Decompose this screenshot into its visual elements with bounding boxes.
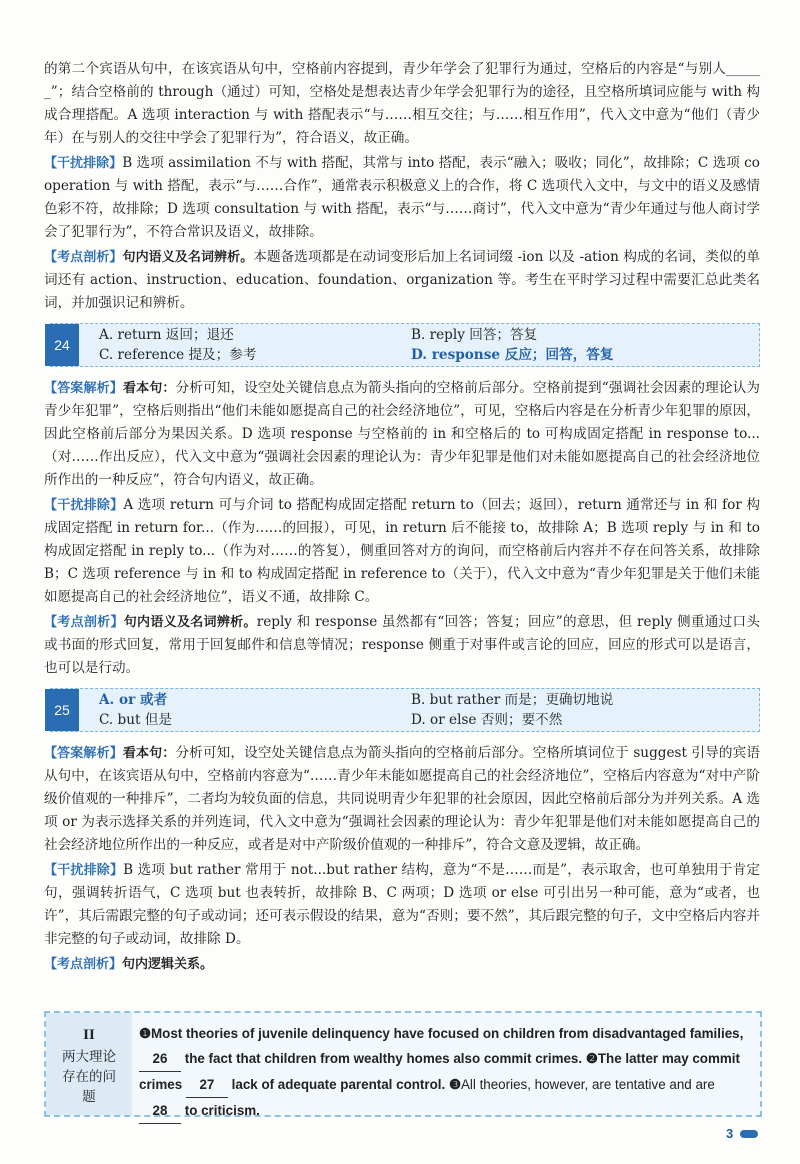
- answer-paragraph: [44, 742, 760, 857]
- option-a-correct: A. or 或者: [99, 692, 168, 708]
- option-a: A. return 返回；退还: [99, 327, 234, 343]
- sentence-marker: ❸: [448, 1077, 461, 1092]
- option-c: C. reference 提及；参考: [99, 347, 257, 363]
- sentence-1b: the fact that children from wealthy homes also commit crimes.: [184, 1051, 583, 1066]
- sentence-marker: ❶: [139, 1026, 152, 1041]
- blank-28[interactable]: 28: [139, 1098, 181, 1124]
- analysis-text: 本题备选项都是在动词变形后加上名词词缀 -ion 以及 -ation 构成的名词，类似的单词还有 action、instruction、education、foundation、organization 等。考生在平时学习过程中需要汇总此类名词，并加强识记和辨析。: [44, 249, 760, 311]
- analysis-tag: 【考点剖析】: [44, 250, 123, 265]
- analysis-tag: 【考点剖析】: [44, 957, 123, 972]
- analysis-paragraph: [44, 246, 760, 315]
- interference-text: A 选项 return 可与介词 to 搭配构成固定搭配 return to（回去；返回），return 通常还与 in 和 for 构成固定搭配 in return for...（作为……的回报），可见，in return 后不能接 to，故排除 A；B 选项 reply 与 in 和 to 构成固定搭配 in reply to...（作为对……的答复），侧重回答对方的询问，而空格前后内容并不存在问答关系，故排除 B；C 选项 reference 与 in 和 to 构成固定搭配 in reference to（关于），代入文中意为“青少年犯罪是关于他们未能如愿提高自己的社会经济地位”，语义不通，故排除 C。: [44, 497, 760, 605]
- page-content: [44, 58, 760, 978]
- blank-27[interactable]: 27: [186, 1072, 228, 1098]
- answer-lead: 看本句：: [122, 746, 176, 761]
- section-title: 两大理论存在的问题: [62, 1049, 116, 1105]
- section-box: [44, 1011, 762, 1117]
- interference-tag: 【干扰排除】: [44, 498, 124, 513]
- blank-26[interactable]: 26: [139, 1046, 181, 1072]
- section-number: II: [83, 1027, 95, 1043]
- page-number-icon: [740, 1130, 758, 1138]
- answer-lead: 看本句：: [122, 381, 176, 396]
- analysis-text: reply 和 response 虽然都有“回答；答复；回应”的意思，但 reply 侧重通过口头或书面的形式回复，常用于回复邮件和信息等情况；response 侧重于对事件或言论的回应，回应的形式可以是语言，也可以是行动。: [44, 614, 760, 676]
- sentence-1a: Most theories of juvenile delinquency have focused on children from disadvantaged families,: [151, 1026, 744, 1041]
- sentence-3b: to criticism.: [184, 1103, 260, 1118]
- interference-paragraph: [44, 152, 760, 244]
- interference-text: B 选项 but rather 常用于 not...but rather 结构，意为“不是……而是”，表示取舍，也可单独用于肯定句，强调转折语气，C 选项 but 也表转折，故排除 B、C 两项；D 选项 or else 可引出另一种可能，意为“或者，也许”，其后需跟完整的句子或动词；还可表示假设的结果，意为“否则；要不然”，其后跟完整的句子，文中空格后内容并非完整的句子或动词，故排除 D。: [44, 862, 760, 947]
- interference-tag: 【干扰排除】: [44, 156, 123, 171]
- page-number: 3: [726, 1126, 734, 1141]
- question-25-options: [50, 688, 760, 732]
- interference-text: B 选项 assimilation 不与 with 搭配，其常与 into 搭配，表示“融入；吸收；同化”，故排除；C 选项 cooperation 与 with 搭配，表示“与……合作”，通常表示积极意义上的合作，将 C 选项代入文中，与文中的语义及感情色彩不符，故排除；D 选项 consultation 与 with 搭配，表示“与……商讨”，代入文中意为“青少年通过与他人商讨学会了犯罪行为”，不符合常识及语义，故排除。: [44, 155, 760, 240]
- sentence-3a: All theories, however, are tentative and are: [460, 1077, 715, 1092]
- option-d-correct: D. response 反应；回答，答复: [411, 347, 614, 363]
- section-sidebar: [46, 1013, 132, 1115]
- analysis-tag: 【考点剖析】: [44, 615, 124, 630]
- intro-paragraph: 的第二个宾语从句中，在该宾语从句中，空格前内容提到，青少年学会了犯罪行为通过，空格后的内容是“与别人______”；结合空格前的 through（通过）可知，空格处是想表达青少年学会犯罪行为的途径，且空格所填词应能与 with 构成合理搭配。A 选项 interaction 与 with 搭配表示“与……相互交往；与……相互作用”，代入文中意为“他们（青少年）在与别人的交往中学会了犯罪行为”，符合语义，故正确。: [44, 61, 760, 146]
- interference-paragraph: [44, 494, 760, 609]
- analysis-lead: 句内语义及名词辨析。: [122, 250, 254, 265]
- sentence-2a: The latter may commit crimes: [139, 1051, 740, 1092]
- option-c: C. but 但是: [99, 712, 172, 728]
- sentence-marker: ❷: [585, 1051, 598, 1066]
- analysis-paragraph: [44, 953, 760, 976]
- question-24-options: [50, 323, 760, 367]
- answer-text: 分析可知，设空处关键信息点为箭头指向的空格前后部分。空格所填词位于 suggest 引导的宾语从句中，在该宾语从句中，空格前内容意为“……青少年未能如愿提高自己的社会经济地位”，空格后内容意为“对中产阶级价值观的一种排斥”，二者均为较负面的信息，共同说明青少年犯罪的社会原因，因此空格前后部分为并列关系。A 选项 or 为表示选择关系的并列连词，代入文中意为“强调社会因素的理论认为：青少年犯罪是他们对未能如愿提高自己的社会经济地位所作出的一种反应，或者是对中产阶级价值观的一种排斥”，符合文意及逻辑，故正确。: [44, 745, 760, 853]
- option-b: B. but rather 而是；更确切地说: [411, 692, 614, 708]
- question-number: 25: [45, 689, 79, 731]
- sentence-2b: lack of adequate parental control.: [231, 1077, 446, 1092]
- question-number: 24: [45, 324, 79, 366]
- answer-tag: 【答案解析】: [44, 746, 123, 761]
- interference-paragraph: [44, 859, 760, 951]
- analysis-paragraph: [44, 611, 760, 680]
- option-b: B. reply 回答；答复: [411, 327, 538, 343]
- analysis-lead: 句内语义及名词辨析。: [123, 615, 257, 630]
- analysis-lead: 句内逻辑关系。: [122, 957, 214, 972]
- interference-tag: 【干扰排除】: [44, 863, 124, 878]
- answer-text: 分析可知，设空处关键信息点为箭头指向的空格前后部分。空格前提到“强调社会因素的理论认为青少年犯罪”，空格后则指出“他们未能如愿提高自己的社会经济地位”，可见，空格后内容是在分析青少年犯罪的原因，因此空格前后部分为果因关系。D 选项 response 与空格前的 in 和空格后的 to 可构成固定搭配 in response to...（对……作出反应），代入文中意为“强调社会因素的理论认为：青少年犯罪是他们对未能如愿提高自己的社会经济地位所作出的一种反应”，符合句内语义，故正确。: [44, 380, 760, 488]
- answer-paragraph: [44, 377, 760, 492]
- passage-text: [139, 1021, 753, 1124]
- answer-tag: 【答案解析】: [44, 381, 123, 396]
- option-d: D. or else 否则；要不然: [411, 712, 563, 728]
